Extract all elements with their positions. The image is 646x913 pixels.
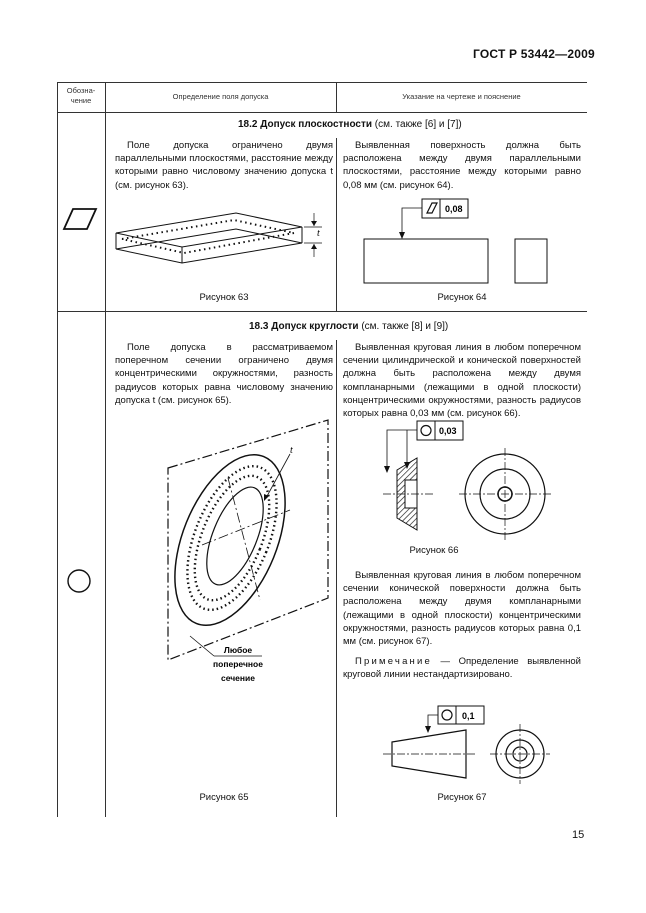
table-top-border <box>57 82 587 83</box>
fig66-tolerance-value: 0,03 <box>439 426 457 436</box>
circularity-note <box>343 655 581 681</box>
circularity-symbol-icon <box>66 568 92 594</box>
section-title-flatness-ref: (см. также [6] и [7]) <box>372 119 462 130</box>
section-title-flatness-bold: 18.2 Допуск плоскостности <box>238 119 373 130</box>
column-divider-2-row1 <box>336 138 337 311</box>
fig65-section-label-line1: Любое <box>223 645 253 655</box>
figure-66-caption: Рисунок 66 <box>409 545 459 556</box>
column-header-definition: Определение поля допуска <box>172 92 269 101</box>
fig64-tolerance-value: 0,08 <box>445 204 463 214</box>
flatness-definition-text: Поле допуска ограничено двумя параллельными плоскостями, расстояние между которыми равно числовому значению допуска t (см. рисунок 63). <box>115 140 333 191</box>
column-divider-1 <box>105 82 106 817</box>
column-header-symbol <box>57 86 105 106</box>
section-title-flatness <box>238 119 462 130</box>
fig67-circularity-icon <box>442 710 452 720</box>
document-header: ГОСТ Р 53442—2009 <box>473 47 595 61</box>
section-title-circularity <box>249 321 448 332</box>
fig66-circularity-icon <box>421 426 431 436</box>
figure-63-flatness-zone <box>112 205 332 285</box>
fig64-flatness-icon <box>427 203 437 213</box>
fig65-t-label: t <box>290 445 293 456</box>
table-header-bottom-border <box>57 112 587 113</box>
column-header-indication: Указание на чертеже и пояснение <box>402 92 521 101</box>
fig63-t-label: t <box>317 228 320 239</box>
flatness-indication-text: Выявленная поверхность должна быть расположена между двумя параллельными плоскостями, расстояние между которыми равно 0,08 мм (см. рисунок 64). <box>343 140 581 191</box>
circularity-indication-text: Выявленная круговая линия в любом поперечном сечении цилиндрической и конической поверхностей должна быть расположена между двумя компланарными (лежащими в одной плоскости) концентрическими окружностями, разность радиусов которых равна 0,03 мм (см. рисунок 66). <box>343 342 581 420</box>
note-label: Примечание <box>355 656 432 667</box>
fig67-tolerance-frame <box>438 706 484 724</box>
circularity-conical-text: Выявленная круговая линия в любом поперечном сечении конической поверхности должна быть расположена между двумя компланарными (лежащими в одной плоскости) концентрическими окружностями, разность радиусов которых равна 0,1 мм (см. рисунок 67). <box>343 570 581 648</box>
figure-65-caption: Рисунок 65 <box>199 792 249 803</box>
row-divider <box>57 311 587 312</box>
flatness-symbol-icon <box>62 206 98 232</box>
figure-66-circularity-drawing <box>375 418 575 540</box>
figure-67-caption: Рисунок 67 <box>437 792 487 803</box>
figure-67-conical-circularity-drawing <box>378 702 578 784</box>
column-header-symbol-line1: Обозна- <box>66 86 96 95</box>
figure-63-caption: Рисунок 63 <box>199 292 249 303</box>
section-title-circularity-bold: 18.3 Допуск круглости <box>249 321 359 332</box>
page-number: 15 <box>572 829 585 841</box>
circularity-definition-text: Поле допуска в рассматриваемом поперечном сечении ограничено двумя концентрическими окружностями, разность радиусов которых равна числовому значению допуска t (см. рисунок 65). <box>115 342 333 406</box>
section-title-circularity-ref: (см. также [8] и [9]) <box>358 321 449 332</box>
fig65-section-label-line2: поперечное <box>213 659 263 669</box>
note-text: — Определение выявленной круговой линии нестандартизировано. <box>343 656 581 681</box>
fig67-tolerance-value: 0,1 <box>462 711 475 721</box>
figure-64-caption: Рисунок 64 <box>437 292 487 303</box>
column-header-symbol-line2: чение <box>70 96 92 105</box>
fig65-section-label-line3: сечение <box>221 673 255 683</box>
figure-65-circularity-zone <box>150 410 340 692</box>
table-left-border <box>57 82 58 817</box>
figure-64-flatness-drawing <box>355 196 555 288</box>
